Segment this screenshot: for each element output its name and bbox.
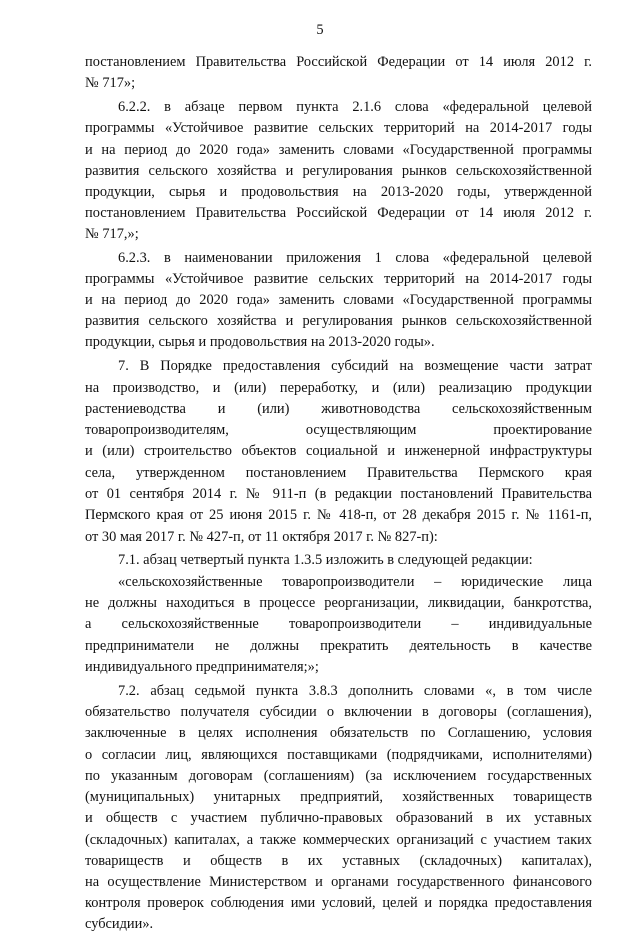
- text-line: 6.2.3. в наименовании приложения 1 слова «федеральной целевой: [118, 250, 592, 266]
- text-line: программы «Устойчивое развитие сельских территорий на 2014-2017 годы: [85, 271, 592, 287]
- text-line: 6.2.2. в абзаце первом пункта 2.1.6 слова «федеральной целевой: [118, 99, 592, 115]
- text-line: товаропроизводителям, осуществляющим проектирование: [85, 422, 592, 438]
- text-line: контроля проверок соблюдения ими условий, целей и порядка предоставления: [85, 895, 592, 911]
- text-line: растениеводства и (или) животноводства сельскохозяйственным: [85, 401, 592, 417]
- text-line: индивидуального предпринимателя;»;: [85, 659, 319, 675]
- text-line: предприниматели не должны прекратить деятельность в качестве: [85, 638, 592, 654]
- text-line: на осуществление Министерством и органами государственного финансового: [85, 874, 592, 890]
- text-line: 7. В Порядке предоставления субсидий на возмещение части затрат: [118, 358, 592, 374]
- text-line: товариществ и обществ в их уставных (складочных) капиталах),: [85, 853, 592, 869]
- text-line: постановлением Правительства Российской Федерации от 14 июля 2012 г.: [85, 205, 592, 221]
- text-line: развития сельского хозяйства и регулирования рынков сельскохозяйственной: [85, 163, 592, 179]
- text-line: и обществ с участием публично-правовых образований в их уставных: [85, 810, 592, 826]
- text-line: 7.2. абзац седьмой пункта 3.8.3 дополнить словами «, в том числе: [118, 683, 592, 699]
- text-line: и на период до 2020 года» заменить словами «Государственной программы: [85, 142, 592, 158]
- text-line: № 717»;: [85, 75, 136, 91]
- text-line: (складочных) капиталах, а также коммерческих организаций с участием таких: [85, 832, 592, 848]
- text-line: «сельскохозяйственные товаропроизводители – юридические лица: [118, 574, 592, 590]
- text-line: субсидии».: [85, 916, 154, 932]
- text-line: продукции, сырья и продовольствия на 2013-2020 годы».: [85, 334, 435, 350]
- text-line: и (или) строительство объектов социальной и инженерной инфраструктуры: [85, 443, 592, 459]
- text-line: (муниципальных) унитарных предприятий, хозяйственных товариществ: [85, 789, 592, 805]
- text-line: 7.1. абзац четвертый пункта 1.3.5 изложить в следующей редакции:: [118, 552, 533, 568]
- page-number: 5: [316, 22, 324, 38]
- text-line: программы «Устойчивое развитие сельских территорий на 2014-2017 годы: [85, 120, 592, 136]
- text-line: Пермского края от 25 июня 2015 г. № 418-п, от 28 декабря 2015 г. № 1161-п,: [85, 507, 592, 523]
- text-line: постановлением Правительства Российской Федерации от 14 июля 2012 г.: [85, 54, 592, 70]
- text-line: развития сельского хозяйства и регулирования рынков сельскохозяйственной: [85, 313, 592, 329]
- text-line: продукции, сырья и продовольствия на 2013-2020 годы, утвержденной: [85, 184, 592, 200]
- text-line: заключенные в целях исполнения обязательств по Соглашению, условия: [85, 725, 592, 741]
- text-line: а сельскохозяйственные товаропроизводители – индивидуальные: [85, 616, 592, 632]
- text-line: и на период до 2020 года» заменить словами «Государственной программы: [85, 292, 592, 308]
- text-line: по указанным договорам (соглашениям) (за исключением государственных: [85, 768, 592, 784]
- text-line: не должны находиться в процессе реорганизации, ликвидации, банкротства,: [85, 595, 592, 611]
- text-line: № 717,»;: [85, 226, 139, 242]
- text-line: о согласии лиц, являющихся поставщиками (подрядчиками, исполнителями): [85, 747, 592, 763]
- text-line: от 01 сентября 2014 г. № 911-п (в редакции постановлений Правительства: [85, 486, 592, 502]
- text-line: обязательство получателя субсидии о включении в договоры (соглашения),: [85, 704, 592, 720]
- text-line: от 30 мая 2017 г. № 427-п, от 11 октября 2017 г. № 827-п):: [85, 529, 438, 545]
- text-line: села, утвержденном постановлением Правительства Пермского края: [85, 465, 592, 481]
- text-line: на производство, и (или) переработку, и (или) реализацию продукции: [85, 380, 592, 396]
